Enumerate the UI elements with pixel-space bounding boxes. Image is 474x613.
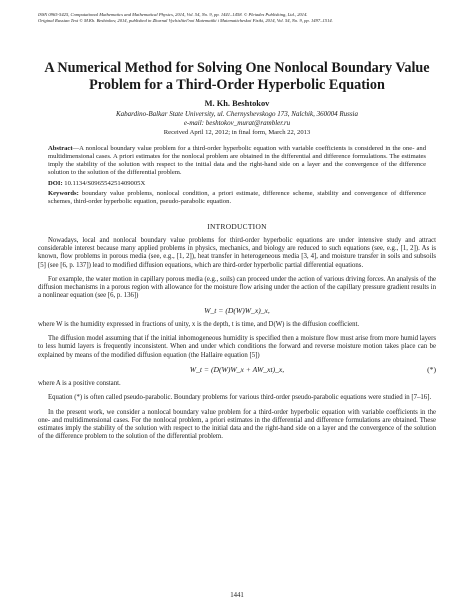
paragraph-5: where A is a positive constant. xyxy=(38,379,121,387)
paragraph-1: Nowadays, local and nonlocal boundary value problems for third-order hyperbolic equations are under intensive study and attract considerable interest because many applied problems in physics, mechanics, and biology are reduced to such equations (see, e.g., [1, 2]). As is known, flow problems in porous media (see, e.g., [1, 2]), heat transfer in heterogeneous media [3, 4], and moisture transfer in soils and subsoils [5] (see [6, p. 137]) lead to modified diffusion equations, which are third-order hyperbolic partial differential equations. xyxy=(38,236,436,269)
equation-1 xyxy=(38,304,436,318)
paragraph-3: where W is the humidity expressed in fractions of unity, x is the depth, t is time, and D(W) is the diffusion coefficient. xyxy=(38,320,360,328)
section-heading-introduction: INTRODUCTION xyxy=(207,221,267,231)
abstract-text xyxy=(48,145,426,178)
keywords-line xyxy=(48,190,426,207)
abstract-block xyxy=(48,145,426,207)
abstract-body: —A nonlocal boundary value problem for a third-order hyperbolic equation with variable coefficients is considered in the one- and multidimensional cases. A priori estimates for the nonlocal problem are obtained in the differential and difference formulations. The estimates imply the stability of the solution with respect to the initial data and the right-hand side on a layer and the convergence of the difference solution to the solution of the differential problem. xyxy=(48,144,426,177)
keywords-value: boundary value problems, nonlocal condition, a priori estimate, difference scheme, stability and convergence of difference schemes, third-order hyperbolic equation, pseudo-parabolic equation. xyxy=(48,190,426,206)
keywords-label: Keywords: xyxy=(48,190,79,198)
paper-title-line-1: A Numerical Method for Solving One Nonlocal Boundary Value xyxy=(44,59,430,76)
body-text xyxy=(38,237,436,442)
affiliation xyxy=(38,110,436,128)
author-name: M. Kh. Beshtokov xyxy=(204,98,270,108)
journal-header-line-2: Original Russian Text © M.Kh. Beshtokov, 2014, published in Zhurnal Vychislitel'noi Matematiki i Matematicheskoi Fiziki, 2014, Vol. 54, No. 9, pp. 1497–1514. xyxy=(38,17,333,23)
paragraph-4: The diffusion model assuming that if the initial inhomogeneous humidity is specified then a moisture flow must arise from more humid layers to less humid layers is frequently inconsistent. When and under which conditions the forward and reverse moisture motion takes place can be explained by means of the modified diffusion equation (the Hallaire equation [5]) xyxy=(38,335,436,359)
paper-title-line-2: Problem for a Third-Order Hyperbolic Equation xyxy=(89,76,385,93)
abstract-label: Abstract xyxy=(48,144,73,152)
paper-title xyxy=(38,60,436,94)
equation-1-formula: W_t = (D(W)W_x)_x, xyxy=(204,305,270,315)
paragraph-6: Equation (*) is often called pseudo-parabolic. Boundary problems for various third-order pseudo-parabolic equations were studied in [7–16]. xyxy=(48,394,432,402)
received-dates: Received April 12, 2012; in final form, March 22, 2013 xyxy=(163,128,311,136)
doi-value: 10.1134/S096554251409005X xyxy=(62,179,146,187)
journal-header xyxy=(38,12,436,24)
doi-line xyxy=(48,180,426,188)
doi-label: DOI: xyxy=(48,179,63,187)
journal-header-line-1: ISSN 0965-5425, Computational Mathematics and Mathematical Physics, 2014, Vol. 54, No. 9, pp. 1441–1458. © Pleiades Publishing, Ltd., 2014. xyxy=(38,12,308,17)
equation-2 xyxy=(38,363,436,377)
paragraph-7: In the present work, we consider a nonlocal boundary value problem for a third-order hyperbolic equation with variable coefficients in the one- and multidimensional cases. For the nonlocal problem, a priori estimates in the differential and difference formulations are obtained. These estimates imply the stability of the solution with respect to the initial data and the right-hand side on a layer and the convergence of the solution of the difference problem to the solution of the differential problem. xyxy=(38,408,436,441)
affiliation-address: Kabardino-Balkar State University, ul. Chernyshevskogo 173, Nalchik, 360004 Russia xyxy=(116,109,358,118)
equation-2-formula: W_t = (D(W)W_x + AW_xt)_x, xyxy=(189,364,285,374)
paragraph-2: For example, the water motion in capillary porous media (e.g., soils) can proceed under the action of various driving forces. An analysis of the diffusion mechanisms in a porous region with allowance for the moisture flow arising under the action of the capillary pressure gradient results in a nonlinear equation (see [6, p. 136]) xyxy=(38,275,436,300)
page-number: 1441 xyxy=(230,592,244,599)
author-email: e-mail: beshtokov_murat@rambler.ru xyxy=(183,118,291,127)
equation-2-tag: (*) xyxy=(427,364,436,374)
